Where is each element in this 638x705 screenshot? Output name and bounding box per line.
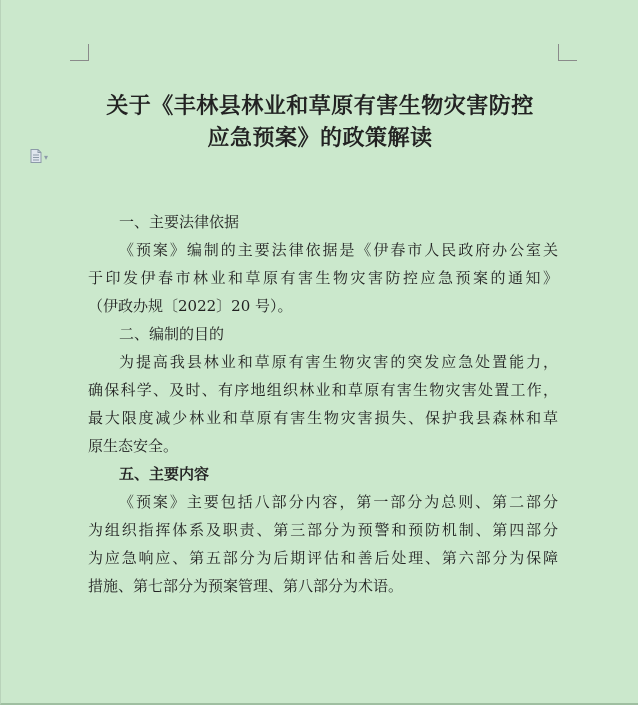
paragraph-line: （伊政办规〔2022〕20 号）。 [88,297,293,315]
section-heading-legal-basis: 一、主要法律依据 [119,213,240,231]
document-menu-button[interactable] [30,148,54,164]
paragraph-line: 于印发伊春市林业和草原有害生物灾害防控应急预案的通知》 [88,269,558,287]
paragraph-line: 为提高我县林业和草原有害生物灾害的突发应急处置能力， [119,353,558,371]
section-heading-main-content: 五、主要内容 [119,465,210,483]
chevron-down-icon: ▾ [44,152,49,162]
section-heading-purpose: 二、编制的目的 [119,325,225,343]
paragraph-line: 《预案》主要包括八部分内容，第一部分为总则、第二部分 [119,493,558,511]
title-line-1: 关于《丰林县林业和草原有害生物灾害防控 [106,93,534,119]
top-left-crop-mark [70,44,89,61]
document-title [80,90,560,154]
top-right-crop-mark [558,44,577,61]
paragraph-line: 原生态安全。 [88,437,179,455]
paragraph-line: 最大限度减少林业和草原有害生物灾害损失、保护我县森林和草 [88,409,558,427]
document-icon [30,149,42,163]
paragraph-line: 为组织指挥体系及职责、第三部分为预警和预防机制、第四部分 [88,521,558,539]
paragraph-line: 确保科学、及时、有序地组织林业和草原有害生物灾害处置工作， [88,381,558,399]
paragraph-line: 为应急响应、第五部分为后期评估和善后处理、第六部分为保障 [88,549,558,567]
paragraph-line: 《预案》编制的主要法律依据是《伊春市人民政府办公室关 [119,241,558,259]
section-paragraph-main-content [88,488,558,600]
title-line-2: 应急预案》的政策解读 [207,125,433,151]
document-body [88,208,558,600]
paragraph-line: 措施、第七部分为预案管理、第八部分为术语。 [88,577,404,595]
section-paragraph-legal-basis [88,236,558,320]
section-paragraph-purpose [88,348,558,460]
